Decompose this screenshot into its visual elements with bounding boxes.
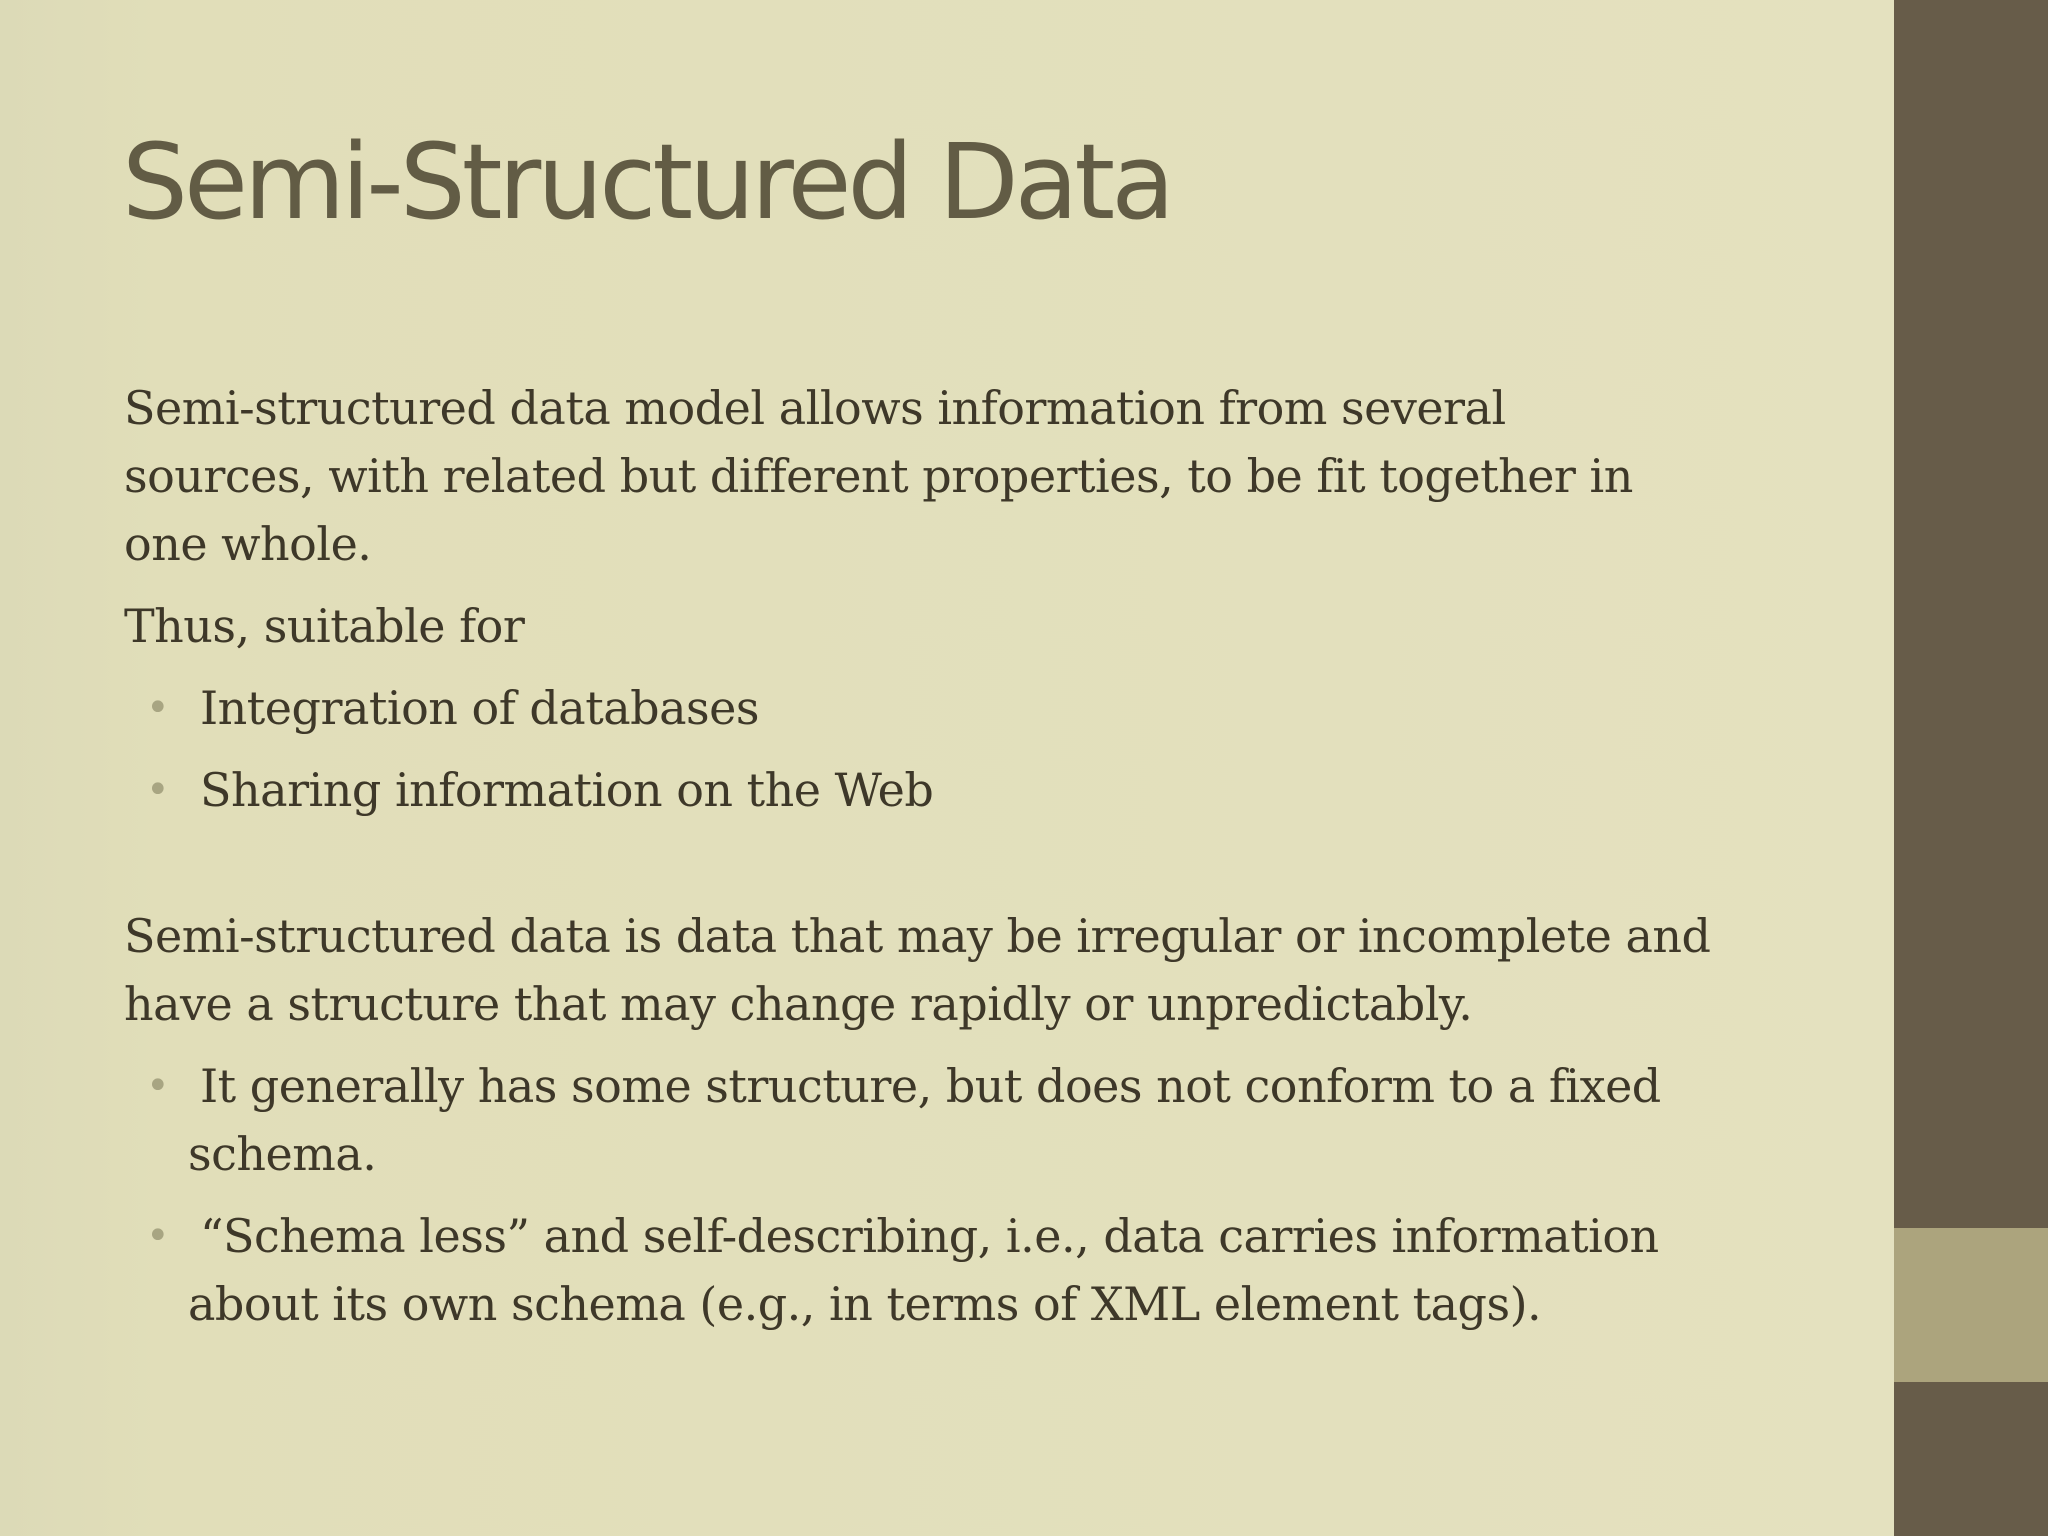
list-item (124, 1052, 1824, 1188)
intro-line-2: sources, with related but different properties, to be fit together in (124, 449, 1633, 503)
definition-line-2: have a structure that may change rapidly or unpredictably. (124, 977, 1473, 1031)
point-line-1: “Schema less” and self-describing, i.e., data carries information (200, 1209, 1659, 1263)
point-line-2: schema. (188, 1127, 377, 1181)
bullet-icon: • (146, 767, 170, 813)
point-line-1: It generally has some structure, but does not conform to a fixed (200, 1059, 1661, 1113)
slide-body (124, 374, 1824, 1338)
bullet-icon: • (146, 1063, 170, 1109)
intro-paragraph (124, 374, 1824, 578)
definition-paragraph (124, 902, 1824, 1038)
suitable-for-list (124, 674, 1824, 824)
list-item (124, 674, 1824, 742)
list-item (124, 756, 1824, 824)
bullet-icon: • (146, 685, 170, 731)
slide-title: Semi-Structured Data (122, 121, 1171, 243)
definition-line-1: Semi-structured data is data that may be irregular or incomplete and (124, 909, 1711, 963)
list-item (124, 1202, 1824, 1338)
suitable-for-label: Thus, suitable for (124, 599, 525, 653)
list-item-label: Integration of databases (200, 681, 759, 735)
intro-line-3: one whole. (124, 517, 372, 571)
side-bar-accent (1894, 1228, 2048, 1382)
intro-line-1: Semi-structured data model allows information from several (124, 381, 1506, 435)
point-line-2: about its own schema (e.g., in terms of XML element tags). (188, 1277, 1542, 1331)
bullet-icon: • (146, 1213, 170, 1259)
definition-points (124, 1052, 1824, 1338)
list-item-label: Sharing information on the Web (200, 763, 934, 817)
